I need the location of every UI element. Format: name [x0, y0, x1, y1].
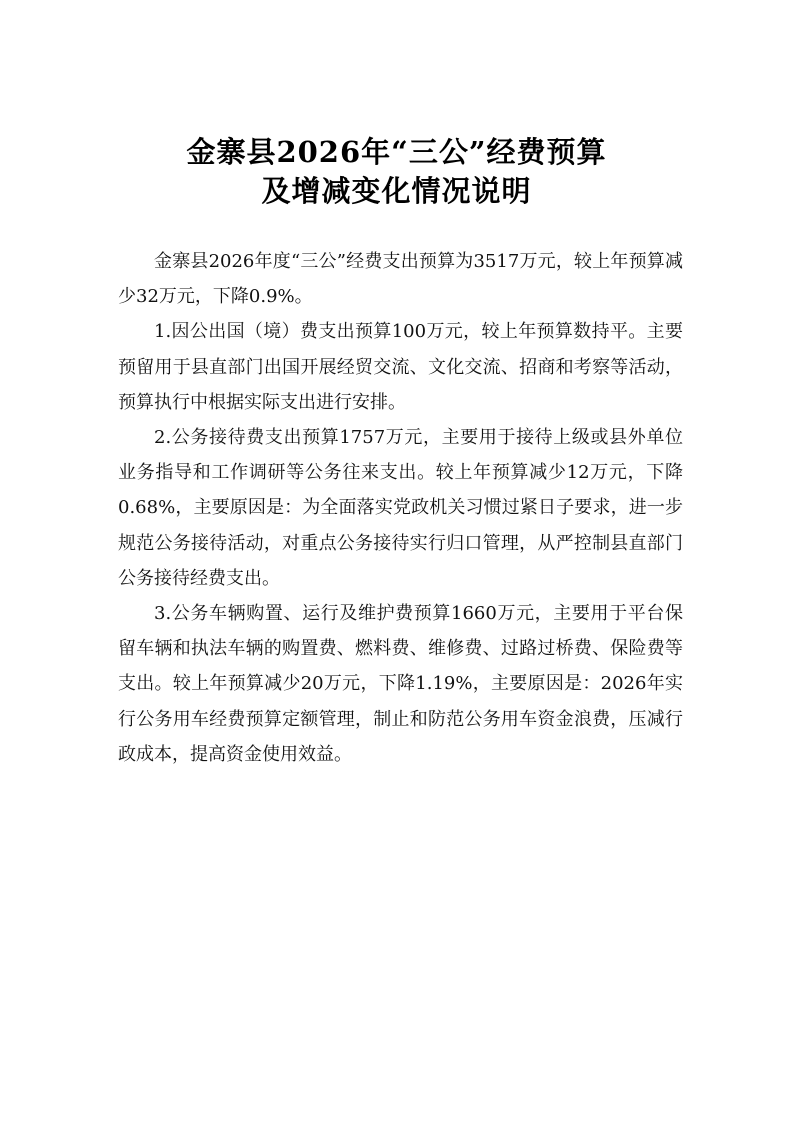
- paragraph-official-reception: 2.公务接待费支出预算1757万元，主要用于接待上级或县外单位业务指导和工作调研等公务往来支出。较上年预算减少12万元，下降0.68%，主要原因是：为全面落实党政机关习惯过紧日子要求，进一步规范公务接待活动，对重点公务接待实行归口管理，从严控制县直部门公务接待经费支出。: [118, 427, 683, 589]
- document-title-line-2: 及增减变化情况说明: [261, 174, 532, 208]
- paragraph-summary: 金寨县2026年度“三公”经费支出预算为3517万元，较上年预算减少32万元，下降0.9%。: [118, 251, 683, 308]
- document-body: [118, 244, 683, 772]
- paragraph-overseas-travel: 1.因公出国（境）费支出预算100万元，较上年预算数持平。主要预留用于县直部门出国开展经贸交流、文化交流、招商和考察等活动，预算执行中根据实际支出进行安排。: [118, 321, 683, 413]
- document-title-line-1: 金寨县2026年“三公”经费预算: [186, 135, 607, 169]
- paragraph-official-vehicles: 3.公务车辆购置、运行及维护费预算1660万元，主要用于平台保留车辆和执法车辆的购置费、燃料费、维修费、过路过桥费、保险费等支出。较上年预算减少20万元，下降1.19%，主要原因是：2026年实行公务用车经费预算定额管理，制止和防范公务用车资金浪费，压减行政成本，提高资金使用效益。: [118, 603, 683, 765]
